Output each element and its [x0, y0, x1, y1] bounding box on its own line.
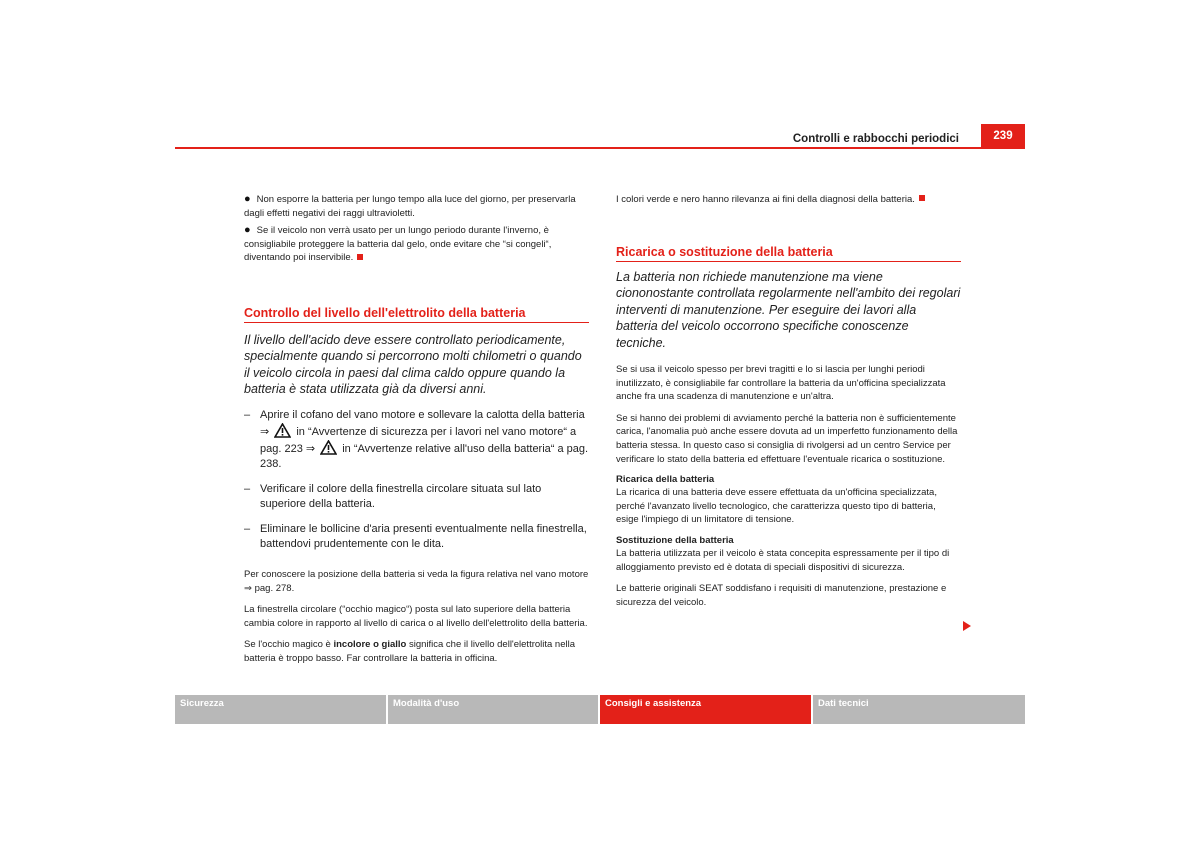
body-paragraph: La ricarica di una batteria deve essere effettuata da un'officina specializzata, perché l'avanzato livello tecnologico, che caratterizza questo tipo di batteria, esige l'impiego di un limitatore di tensione.	[616, 487, 937, 526]
tab-sicurezza[interactable]: Sicurezza	[175, 695, 386, 724]
step-item: – Aprire il cofano del vano motore e sollevare la calotta della batteria ⇒ in “Avvertenze di sicurezza per i lavori nel vano motore“ a pag. 223 ⇒ in “Avvertenze relative all'uso della batteria“ a pag. 238.	[244, 408, 589, 470]
body-paragraph: La batteria utilizzata per il veicolo è stata concepita espressamente per il tipo di alloggiamento previsto ed è dotata di speciali dispositivi di sicurezza.	[616, 548, 950, 573]
continue-arrow-icon	[963, 621, 971, 631]
end-mark-icon	[357, 254, 363, 260]
step-item: – Eliminare le bollicine d'aria presenti eventualmente nella finestrella, battendovi prudentemente con le dita.	[244, 522, 587, 550]
section-intro: La batteria non richiede manutenzione ma viene ciononostante controllata regolarmente nell'ambito dei regolari interventi di manutenzione. Per eseguire dei lavori alla batteria del veicolo occorrono specifiche conoscenze tecniche.	[616, 269, 961, 350]
tab-dati-tecnici[interactable]: Dati tecnici	[813, 695, 1025, 724]
tab-consigli-assistenza[interactable]: Consigli e assistenza	[600, 695, 811, 724]
end-mark-icon	[919, 195, 925, 201]
section-intro: Il livello dell'acido deve essere controllato periodicamente, specialmente quando si percorrono molti chilometri o quando il veicolo circola in paesi dal clima caldo oppure quando la batteria è stata utilizzata già da diversi anni.	[244, 332, 582, 397]
footer-nav	[175, 695, 1025, 724]
body-paragraph: Se si usa il veicolo spesso per brevi tragitti e lo si lascia per lunghi periodi inutilizzato, è consigliabile far controllare la batteria da un'officina specializzata anche fra una scadenza di manutenzione e un'altra.	[616, 364, 946, 403]
step-item: – Verificare il colore della finestrella circolare situata sul lato superiore della batteria.	[244, 482, 542, 510]
body-paragraph: La finestrella circolare (“occhio magico“) posta sul lato superiore della batteria cambia colore in rapporto al livello di carica o al livello dell'elettrolito della batteria.	[244, 604, 588, 629]
header-rule	[175, 147, 1025, 149]
page-number: 239	[981, 124, 1025, 148]
section-heading-elettrolito: Controllo del livello dell'elettrolito della batteria	[244, 306, 589, 323]
body-paragraph: I colori verde e nero hanno rilevanza ai fini della diagnosi della batteria.	[616, 193, 961, 207]
bullet-item: ● Non esporre la batteria per lungo tempo alla luce del giorno, per preservarla dagli effetti negativi dei raggi ultravioletti.	[244, 193, 576, 219]
left-column	[244, 193, 589, 674]
subheading: Sostituzione della batteria	[616, 535, 734, 547]
warning-triangle-icon[interactable]	[274, 423, 291, 438]
body-paragraph: Se l'occhio magico è incolore o giallo significa che il livello dell'elettrolita nella batteria è troppo basso. Far controllare la batteria in officina.	[244, 639, 576, 664]
bullet-item: ● Se il veicolo non verrà usato per un lungo periodo durante l'inverno, è consigliabile proteggere la batteria dal gelo, onde evitare che “si congeli“, diventando poi inservibile.	[244, 224, 552, 264]
subheading: Ricarica della batteria	[616, 474, 715, 486]
body-paragraph: Per conoscere la posizione della batteria si veda la figura relativa nel vano motore ⇒ pag. 278.	[244, 568, 589, 594]
body-paragraph: Se si hanno dei problemi di avviamento perché la batteria non è sufficientemente carica, l'anomalia può anche essere dovuta ad un imperfetto funzionamento della batteria stessa. In questo caso si consiglia di rivolgersi ad un centro Service per verificare lo stato della batteria ed effettuare l'eventuale ricarica o sostituzione.	[616, 412, 958, 465]
warning-triangle-icon[interactable]	[320, 440, 337, 455]
bullet-dot-icon: ●	[244, 193, 251, 205]
section-heading-ricarica: Ricarica o sostituzione della batteria	[616, 245, 961, 262]
chapter-title: Controlli e rabbocchi periodici	[792, 133, 959, 145]
body-paragraph: Le batterie originali SEAT soddisfano i requisiti di manutenzione, prestazione e sicurezza del veicolo.	[616, 583, 947, 608]
right-column	[616, 193, 961, 617]
tab-modalita-uso[interactable]: Modalità d'uso	[388, 695, 598, 724]
bullet-dot-icon: ●	[244, 224, 251, 237]
